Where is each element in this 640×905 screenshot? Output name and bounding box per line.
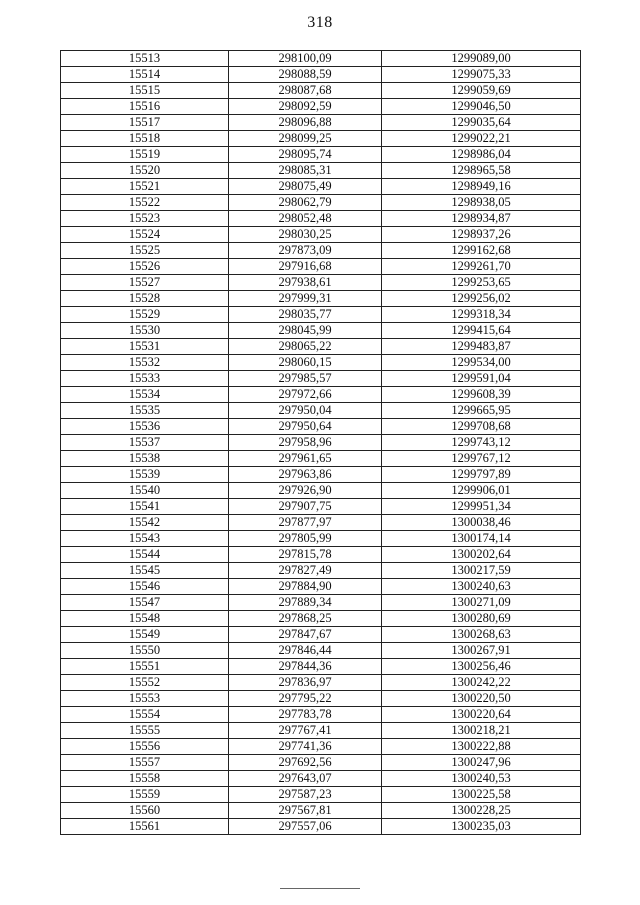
y-coordinate-cell: 1299059,69 bbox=[382, 83, 581, 99]
x-coordinate-cell: 297907,75 bbox=[229, 499, 382, 515]
x-coordinate-cell: 298096,88 bbox=[229, 115, 382, 131]
x-coordinate-cell: 297847,67 bbox=[229, 627, 382, 643]
y-coordinate-cell: 1298965,58 bbox=[382, 163, 581, 179]
table-row bbox=[61, 579, 581, 595]
y-coordinate-cell: 1299665,95 bbox=[382, 403, 581, 419]
y-coordinate-cell: 1299035,64 bbox=[382, 115, 581, 131]
point-number-cell: 15544 bbox=[61, 547, 229, 563]
x-coordinate-cell: 297846,44 bbox=[229, 643, 382, 659]
point-number-cell: 15513 bbox=[61, 51, 229, 67]
y-coordinate-cell: 1298949,16 bbox=[382, 179, 581, 195]
point-number-cell: 15533 bbox=[61, 371, 229, 387]
point-number-cell: 15550 bbox=[61, 643, 229, 659]
point-number-cell: 15514 bbox=[61, 67, 229, 83]
x-coordinate-cell: 297783,78 bbox=[229, 707, 382, 723]
x-coordinate-cell: 298060,15 bbox=[229, 355, 382, 371]
point-number-cell: 15543 bbox=[61, 531, 229, 547]
x-coordinate-cell: 298075,49 bbox=[229, 179, 382, 195]
x-coordinate-cell: 297741,36 bbox=[229, 739, 382, 755]
table-row bbox=[61, 67, 581, 83]
y-coordinate-cell: 1300038,46 bbox=[382, 515, 581, 531]
point-number-cell: 15518 bbox=[61, 131, 229, 147]
y-coordinate-cell: 1300268,63 bbox=[382, 627, 581, 643]
point-number-cell: 15557 bbox=[61, 755, 229, 771]
table-row bbox=[61, 179, 581, 195]
y-coordinate-cell: 1299483,87 bbox=[382, 339, 581, 355]
point-number-cell: 15555 bbox=[61, 723, 229, 739]
y-coordinate-cell: 1300256,46 bbox=[382, 659, 581, 675]
x-coordinate-cell: 298100,09 bbox=[229, 51, 382, 67]
table-row bbox=[61, 323, 581, 339]
x-coordinate-cell: 297767,41 bbox=[229, 723, 382, 739]
point-number-cell: 15517 bbox=[61, 115, 229, 131]
table-row bbox=[61, 307, 581, 323]
x-coordinate-cell: 298052,48 bbox=[229, 211, 382, 227]
point-number-cell: 15560 bbox=[61, 803, 229, 819]
x-coordinate-cell: 297999,31 bbox=[229, 291, 382, 307]
y-coordinate-cell: 1299046,50 bbox=[382, 99, 581, 115]
table-row bbox=[61, 643, 581, 659]
table-row bbox=[61, 355, 581, 371]
x-coordinate-cell: 297643,07 bbox=[229, 771, 382, 787]
table-row bbox=[61, 259, 581, 275]
x-coordinate-cell: 298087,68 bbox=[229, 83, 382, 99]
x-coordinate-cell: 297587,23 bbox=[229, 787, 382, 803]
x-coordinate-cell: 297795,22 bbox=[229, 691, 382, 707]
y-coordinate-cell: 1299743,12 bbox=[382, 435, 581, 451]
y-coordinate-cell: 1298934,87 bbox=[382, 211, 581, 227]
point-number-cell: 15522 bbox=[61, 195, 229, 211]
table-row bbox=[61, 563, 581, 579]
table-row bbox=[61, 707, 581, 723]
x-coordinate-cell: 297916,68 bbox=[229, 259, 382, 275]
point-number-cell: 15541 bbox=[61, 499, 229, 515]
y-coordinate-cell: 1299256,02 bbox=[382, 291, 581, 307]
point-number-cell: 15528 bbox=[61, 291, 229, 307]
y-coordinate-cell: 1299608,39 bbox=[382, 387, 581, 403]
y-coordinate-cell: 1299906,01 bbox=[382, 483, 581, 499]
x-coordinate-cell: 297877,97 bbox=[229, 515, 382, 531]
point-number-cell: 15552 bbox=[61, 675, 229, 691]
point-number-cell: 15559 bbox=[61, 787, 229, 803]
point-number-cell: 15546 bbox=[61, 579, 229, 595]
coordinates-table bbox=[60, 50, 581, 835]
x-coordinate-cell: 298065,22 bbox=[229, 339, 382, 355]
point-number-cell: 15530 bbox=[61, 323, 229, 339]
y-coordinate-cell: 1299797,89 bbox=[382, 467, 581, 483]
x-coordinate-cell: 297972,66 bbox=[229, 387, 382, 403]
point-number-cell: 15527 bbox=[61, 275, 229, 291]
y-coordinate-cell: 1299162,68 bbox=[382, 243, 581, 259]
point-number-cell: 15551 bbox=[61, 659, 229, 675]
point-number-cell: 15526 bbox=[61, 259, 229, 275]
point-number-cell: 15549 bbox=[61, 627, 229, 643]
table-row bbox=[61, 467, 581, 483]
y-coordinate-cell: 1299318,34 bbox=[382, 307, 581, 323]
table-row bbox=[61, 131, 581, 147]
x-coordinate-cell: 298035,77 bbox=[229, 307, 382, 323]
y-coordinate-cell: 1300202,64 bbox=[382, 547, 581, 563]
y-coordinate-cell: 1298937,26 bbox=[382, 227, 581, 243]
table-row bbox=[61, 227, 581, 243]
table-row bbox=[61, 275, 581, 291]
table-row bbox=[61, 531, 581, 547]
x-coordinate-cell: 297805,99 bbox=[229, 531, 382, 547]
y-coordinate-cell: 1299951,34 bbox=[382, 499, 581, 515]
point-number-cell: 15523 bbox=[61, 211, 229, 227]
y-coordinate-cell: 1300220,50 bbox=[382, 691, 581, 707]
point-number-cell: 15521 bbox=[61, 179, 229, 195]
point-number-cell: 15558 bbox=[61, 771, 229, 787]
table-row bbox=[61, 819, 581, 835]
y-coordinate-cell: 1299253,65 bbox=[382, 275, 581, 291]
table-row bbox=[61, 483, 581, 499]
point-number-cell: 15531 bbox=[61, 339, 229, 355]
y-coordinate-cell: 1299075,33 bbox=[382, 67, 581, 83]
x-coordinate-cell: 297827,49 bbox=[229, 563, 382, 579]
y-coordinate-cell: 1299708,68 bbox=[382, 419, 581, 435]
point-number-cell: 15545 bbox=[61, 563, 229, 579]
x-coordinate-cell: 297961,65 bbox=[229, 451, 382, 467]
x-coordinate-cell: 298062,79 bbox=[229, 195, 382, 211]
point-number-cell: 15538 bbox=[61, 451, 229, 467]
y-coordinate-cell: 1300247,96 bbox=[382, 755, 581, 771]
table-row bbox=[61, 403, 581, 419]
y-coordinate-cell: 1300280,69 bbox=[382, 611, 581, 627]
x-coordinate-cell: 297567,81 bbox=[229, 803, 382, 819]
x-coordinate-cell: 297938,61 bbox=[229, 275, 382, 291]
table-row bbox=[61, 419, 581, 435]
table-row bbox=[61, 739, 581, 755]
point-number-cell: 15548 bbox=[61, 611, 229, 627]
table-row bbox=[61, 195, 581, 211]
table-row bbox=[61, 435, 581, 451]
page-number: 318 bbox=[307, 14, 333, 31]
y-coordinate-cell: 1300235,03 bbox=[382, 819, 581, 835]
x-coordinate-cell: 297950,04 bbox=[229, 403, 382, 419]
x-coordinate-cell: 298095,74 bbox=[229, 147, 382, 163]
table-row bbox=[61, 339, 581, 355]
table-row bbox=[61, 595, 581, 611]
table-row bbox=[61, 547, 581, 563]
y-coordinate-cell: 1300242,22 bbox=[382, 675, 581, 691]
point-number-cell: 15554 bbox=[61, 707, 229, 723]
x-coordinate-cell: 297873,09 bbox=[229, 243, 382, 259]
x-coordinate-cell: 297958,96 bbox=[229, 435, 382, 451]
x-coordinate-cell: 298030,25 bbox=[229, 227, 382, 243]
y-coordinate-cell: 1300271,09 bbox=[382, 595, 581, 611]
table-row bbox=[61, 771, 581, 787]
x-coordinate-cell: 297836,97 bbox=[229, 675, 382, 691]
x-coordinate-cell: 298099,25 bbox=[229, 131, 382, 147]
x-coordinate-cell: 297963,86 bbox=[229, 467, 382, 483]
point-number-cell: 15516 bbox=[61, 99, 229, 115]
y-coordinate-cell: 1298986,04 bbox=[382, 147, 581, 163]
table-row bbox=[61, 659, 581, 675]
x-coordinate-cell: 297950,64 bbox=[229, 419, 382, 435]
table-row bbox=[61, 83, 581, 99]
y-coordinate-cell: 1299022,21 bbox=[382, 131, 581, 147]
table-row bbox=[61, 211, 581, 227]
x-coordinate-cell: 297868,25 bbox=[229, 611, 382, 627]
point-number-cell: 15529 bbox=[61, 307, 229, 323]
point-number-cell: 15534 bbox=[61, 387, 229, 403]
point-number-cell: 15540 bbox=[61, 483, 229, 499]
table-row bbox=[61, 691, 581, 707]
x-coordinate-cell: 297557,06 bbox=[229, 819, 382, 835]
y-coordinate-cell: 1300225,58 bbox=[382, 787, 581, 803]
point-number-cell: 15553 bbox=[61, 691, 229, 707]
y-coordinate-cell: 1300218,21 bbox=[382, 723, 581, 739]
point-number-cell: 15542 bbox=[61, 515, 229, 531]
table-row bbox=[61, 147, 581, 163]
table-row bbox=[61, 115, 581, 131]
table-row bbox=[61, 723, 581, 739]
x-coordinate-cell: 297889,34 bbox=[229, 595, 382, 611]
y-coordinate-cell: 1300240,53 bbox=[382, 771, 581, 787]
y-coordinate-cell: 1300228,25 bbox=[382, 803, 581, 819]
y-coordinate-cell: 1299767,12 bbox=[382, 451, 581, 467]
point-number-cell: 15520 bbox=[61, 163, 229, 179]
table-row bbox=[61, 243, 581, 259]
x-coordinate-cell: 297926,90 bbox=[229, 483, 382, 499]
point-number-cell: 15532 bbox=[61, 355, 229, 371]
x-coordinate-cell: 297884,90 bbox=[229, 579, 382, 595]
point-number-cell: 15519 bbox=[61, 147, 229, 163]
table-row bbox=[61, 627, 581, 643]
y-coordinate-cell: 1300240,63 bbox=[382, 579, 581, 595]
table-row bbox=[61, 803, 581, 819]
point-number-cell: 15525 bbox=[61, 243, 229, 259]
x-coordinate-cell: 298045,99 bbox=[229, 323, 382, 339]
table-row bbox=[61, 371, 581, 387]
bottom-divider bbox=[280, 888, 360, 889]
point-number-cell: 15561 bbox=[61, 819, 229, 835]
table-row bbox=[61, 675, 581, 691]
y-coordinate-cell: 1300222,88 bbox=[382, 739, 581, 755]
x-coordinate-cell: 297692,56 bbox=[229, 755, 382, 771]
x-coordinate-cell: 298092,59 bbox=[229, 99, 382, 115]
point-number-cell: 15515 bbox=[61, 83, 229, 99]
x-coordinate-cell: 297985,57 bbox=[229, 371, 382, 387]
y-coordinate-cell: 1299415,64 bbox=[382, 323, 581, 339]
table-row bbox=[61, 51, 581, 67]
y-coordinate-cell: 1299089,00 bbox=[382, 51, 581, 67]
table-row bbox=[61, 387, 581, 403]
table-row bbox=[61, 499, 581, 515]
point-number-cell: 15537 bbox=[61, 435, 229, 451]
table-row bbox=[61, 515, 581, 531]
point-number-cell: 15536 bbox=[61, 419, 229, 435]
y-coordinate-cell: 1300217,59 bbox=[382, 563, 581, 579]
y-coordinate-cell: 1299261,70 bbox=[382, 259, 581, 275]
table-row bbox=[61, 755, 581, 771]
y-coordinate-cell: 1300267,91 bbox=[382, 643, 581, 659]
point-number-cell: 15547 bbox=[61, 595, 229, 611]
y-coordinate-cell: 1300174,14 bbox=[382, 531, 581, 547]
point-number-cell: 15535 bbox=[61, 403, 229, 419]
point-number-cell: 15539 bbox=[61, 467, 229, 483]
x-coordinate-cell: 298088,59 bbox=[229, 67, 382, 83]
x-coordinate-cell: 297844,36 bbox=[229, 659, 382, 675]
table-row bbox=[61, 99, 581, 115]
x-coordinate-cell: 298085,31 bbox=[229, 163, 382, 179]
table-row bbox=[61, 451, 581, 467]
y-coordinate-cell: 1298938,05 bbox=[382, 195, 581, 211]
point-number-cell: 15524 bbox=[61, 227, 229, 243]
table-row bbox=[61, 611, 581, 627]
table-row bbox=[61, 787, 581, 803]
coordinates-table-body bbox=[61, 51, 581, 835]
y-coordinate-cell: 1299534,00 bbox=[382, 355, 581, 371]
y-coordinate-cell: 1299591,04 bbox=[382, 371, 581, 387]
point-number-cell: 15556 bbox=[61, 739, 229, 755]
x-coordinate-cell: 297815,78 bbox=[229, 547, 382, 563]
table-row bbox=[61, 291, 581, 307]
y-coordinate-cell: 1300220,64 bbox=[382, 707, 581, 723]
table-row bbox=[61, 163, 581, 179]
